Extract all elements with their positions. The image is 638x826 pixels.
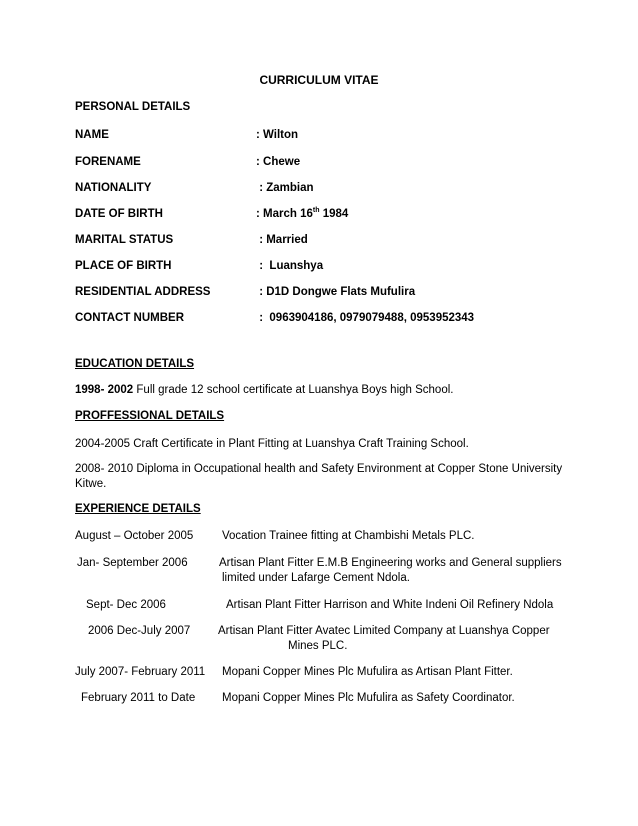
label-name: NAME <box>75 129 109 141</box>
value-marital-status: : Married <box>256 234 308 246</box>
dob-year: 1984 <box>319 208 349 220</box>
education-description: Full grade 12 school certificate at Luanshya Boys high School. <box>133 384 454 396</box>
document-title <box>0 73 638 87</box>
label-contact-number: CONTACT NUMBER <box>75 312 185 324</box>
value-date-of-birth <box>256 208 348 220</box>
experience-period: Sept- Dec 2006 <box>86 599 166 611</box>
label-marital-status: MARITAL STATUS <box>75 234 174 246</box>
experience-period: Jan- September 2006 <box>77 557 188 569</box>
experience-details-heading: EXPERIENCE DETAILS <box>75 503 201 515</box>
professional-entry-2-line-1: 2008- 2010 Diploma in Occupational health and Safety Environment at Copper Stone University <box>75 463 563 475</box>
experience-period: August – October 2005 <box>75 530 194 542</box>
experience-period: February 2011 to Date <box>81 692 196 704</box>
professional-entry-1: 2004-2005 Craft Certificate in Plant Fitting at Luanshya Craft Training School. <box>75 438 469 450</box>
value-residential-address: : D1D Dongwe Flats Mufulira <box>256 286 416 298</box>
professional-details-heading: PROFFESSIONAL DETAILS <box>75 410 225 422</box>
education-years: 1998- 2002 <box>75 384 134 396</box>
label-forename: FORENAME <box>75 156 141 168</box>
experience-description: Mopani Copper Mines Plc Mufulira as Safety Coordinator. <box>222 692 515 704</box>
personal-details-heading: PERSONAL DETAILS <box>75 101 191 113</box>
value-place-of-birth: : Luanshya <box>256 260 324 272</box>
value-name: : Wilton <box>256 129 299 141</box>
value-forename: : Chewe <box>256 156 301 168</box>
label-residential-address: RESIDENTIAL ADDRESS <box>75 286 211 298</box>
value-nationality: : Zambian <box>256 182 314 194</box>
experience-description: Artisan Plant Fitter Avatec Limited Company at Luanshya Copper <box>218 625 550 637</box>
label-date-of-birth: DATE OF BIRTH <box>75 208 163 220</box>
experience-description-continued: limited under Lafarge Cement Ndola. <box>222 572 410 584</box>
experience-description: Artisan Plant Fitter E.M.B Engineering works and General suppliers <box>219 557 562 569</box>
document-title-text: CURRICULUM VITAE <box>259 73 379 87</box>
experience-period: 2006 Dec-July 2007 <box>88 625 191 637</box>
value-contact-number: : 0963904186, 0979079488, 0953952343 <box>256 312 475 324</box>
label-nationality: NATIONALITY <box>75 182 152 194</box>
education-details-heading: EDUCATION DETAILS <box>75 358 195 370</box>
label-place-of-birth: PLACE OF BIRTH <box>75 260 172 272</box>
experience-description: Mopani Copper Mines Plc Mufulira as Artisan Plant Fitter. <box>222 666 513 678</box>
education-entry <box>75 384 453 396</box>
dob-superscript: th <box>312 207 320 215</box>
experience-description-continued: Mines PLC. <box>288 640 348 652</box>
experience-period: July 2007- February 2011 <box>75 666 206 678</box>
professional-entry-2-line-2: Kitwe. <box>75 478 107 490</box>
experience-description: Artisan Plant Fitter Harrison and White Indeni Oil Refinery Ndola <box>226 599 554 611</box>
dob-text: : March 16 <box>256 208 313 220</box>
experience-description: Vocation Trainee fitting at Chambishi Metals PLC. <box>222 530 475 542</box>
